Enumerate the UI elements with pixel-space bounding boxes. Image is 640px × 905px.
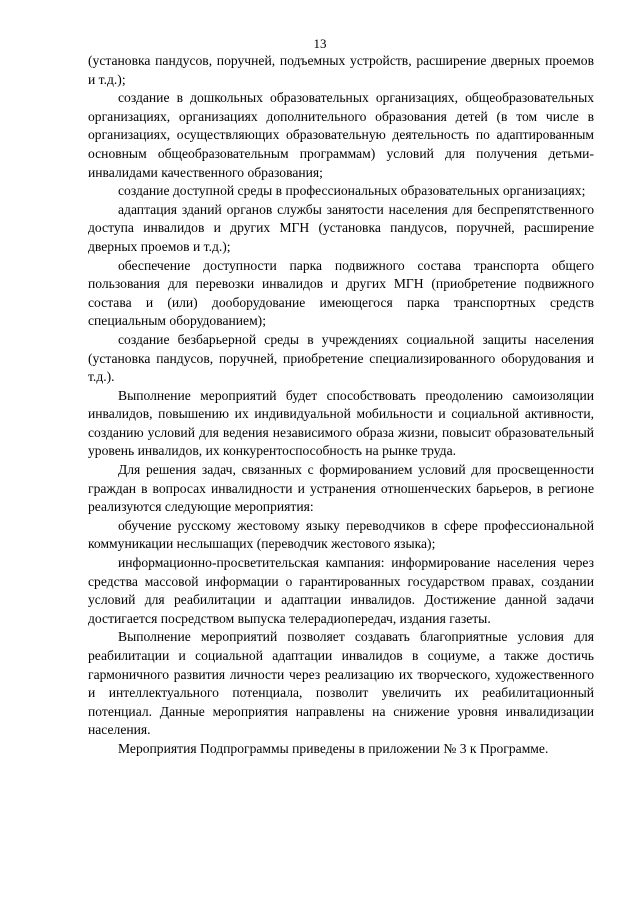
paragraph-sign-language: обучение русскому жестовому языку переводчиков в сфере профессиональной коммуникации неслышащих (переводчик жестового языка); [88, 517, 594, 552]
paragraph-rehabilitation-outcome: Выполнение мероприятий позволяет создавать благоприятные условия для реабилитации и социальной адаптации инвалидов в социуме, а также достичь гармоничного развития личности через реализацию их творческого, художественного и интеллектуального потенциала, позволит увеличить их реабилитационный потенциал. Данные мероприятия направлены на снижение уровня инвалидизации населения. [88, 629, 594, 738]
paragraph-information-campaign: информационно-просветительская кампания: информирование населения через средства массовой информации о гарантированных государством правах, создании условий для реабилитации и адаптации инвалидов. Достижение данной задачи достигается посредством выпуска телерадиопередач, издания газеты. [88, 555, 594, 626]
paragraph-ramps-continuation: (установка пандусов, поручней, подъемных устройств, расширение дверных проемов и т.д.); [88, 53, 594, 87]
page-number: 13 [313, 36, 327, 51]
paragraph-social-protection: создание безбарьерной среды в учреждениях социальной защиты населения (установка пандусов, поручней, приобретение специализированного оборудования и т.д.). [88, 331, 594, 385]
paragraph-employment-buildings: адаптация зданий органов службы занятости населения для беспрепятственного доступа инвалидов и других МГН (установка пандусов, поручней, расширение дверных проемов и т.д.); [88, 201, 594, 254]
document-body [88, 52, 594, 759]
paragraph-annex-reference: Мероприятия Подпрограммы приведены в приложении № 3 к Программе. [118, 740, 549, 756]
paragraph-awareness-tasks: Для решения задач, связанных с формированием условий для просвещенности граждан в вопросах инвалидности и устранения отношенческих барьеров, в регионе реализуются следующие мероприятия: [88, 462, 594, 515]
paragraph-expected-results: Выполнение мероприятий будет способствовать преодолению самоизоляции инвалидов, повышению их индивидуальной мобильности и социальной активности, созданию условий для ведения независимого образа жизни, повысит образовательный уровень инвалидов, их конкурентоспособность на рынке труда. [88, 387, 594, 459]
paragraph-professional-education: создание доступной среды в профессиональных образовательных организациях; [118, 183, 586, 199]
paragraph-public-transport: обеспечение доступности парка подвижного состава транспорта общего пользования для перевозки инвалидов и других МГН (приобретение подвижного состава и (или) дооборудование имеющегося парка транспортных средств специальным оборудованием); [88, 257, 594, 329]
paragraph-preschool-education: создание в дошкольных образовательных организациях, общеобразовательных организациях, организациях дополнительного образования детей (в том числе в организациях, осуществляющих образовательную деятельность по адаптированным основным общеобразовательным программам) условий для получения детьми-инвалидами качественного образования; [88, 90, 594, 180]
